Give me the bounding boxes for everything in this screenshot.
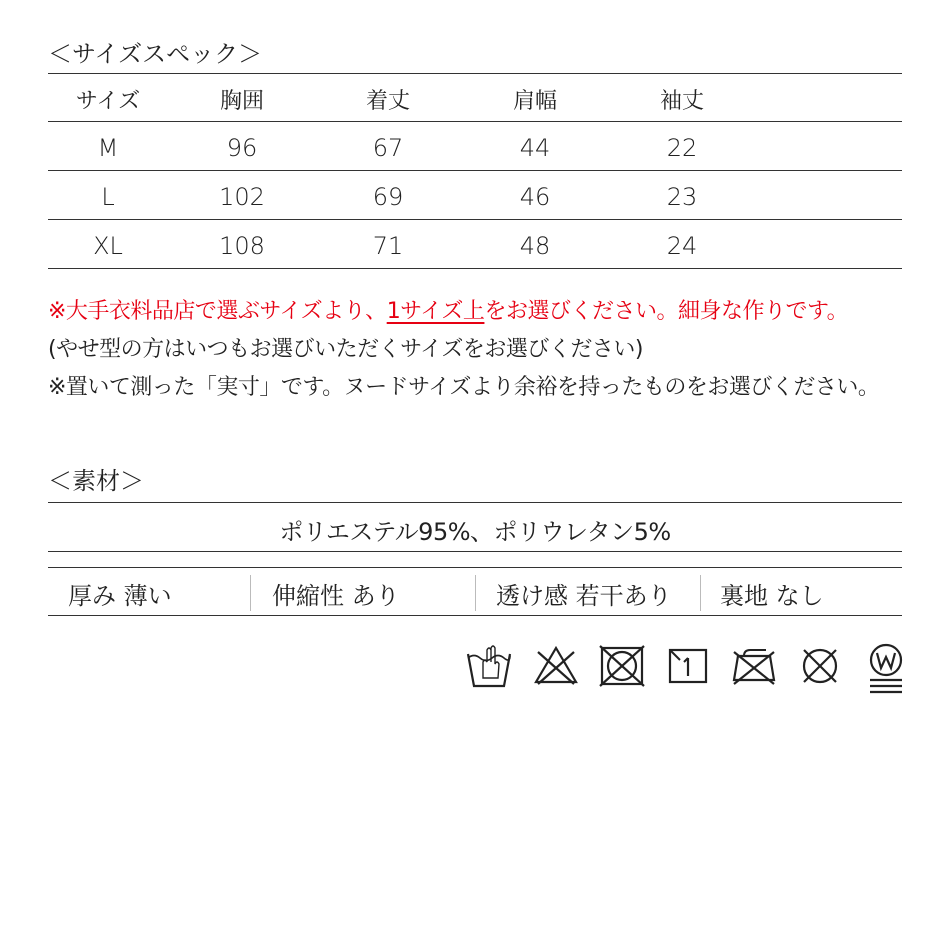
header-sleeve: 袖丈 — [659, 89, 704, 114]
table-rule — [48, 219, 902, 220]
row-xl-chest: 108 — [219, 232, 265, 260]
divider — [475, 575, 476, 611]
material-rule — [48, 551, 902, 552]
row-l-length: 69 — [372, 183, 404, 211]
row-l-chest: 102 — [219, 183, 265, 211]
row-xl-shoulder: 48 — [519, 232, 551, 260]
row-l-size: L — [101, 183, 115, 211]
properties-bottom-rule — [48, 615, 902, 616]
divider — [250, 575, 251, 611]
table-top-rule — [48, 73, 902, 74]
property-stretch: 伸縮性 あり — [272, 582, 400, 610]
property-sheerness: 透け感 若干あり — [496, 582, 672, 610]
note-text: をお選びください。細身な作りです。 — [484, 299, 849, 324]
table-rule — [48, 121, 902, 122]
measurement-note: ※置いて測った「実寸」です。ヌードサイズより余裕を持ったものをお選びください。 — [48, 375, 880, 400]
line-dry-shade-icon — [664, 640, 712, 694]
header-size: サイズ — [75, 89, 141, 114]
no-dry-clean-icon — [796, 640, 844, 694]
row-l-shoulder: 46 — [519, 183, 551, 211]
sizing-advice-note — [48, 294, 848, 325]
material-composition: ポリエステル95%、ポリウレタン5% — [279, 518, 671, 546]
note-emphasis: 1サイズ上 — [386, 299, 485, 324]
table-rule — [48, 170, 902, 171]
no-bleach-icon — [532, 640, 580, 694]
property-thickness: 厚み 薄い — [68, 582, 172, 610]
header-length: 着丈 — [365, 89, 410, 114]
row-l-sleeve: 23 — [666, 183, 698, 211]
slim-fit-note: (やせ型の方はいつもお選びいただくサイズをお選びください) — [48, 337, 643, 362]
note-text: ※大手衣料品店で選ぶサイズより、 — [48, 299, 387, 324]
header-shoulder: 肩幅 — [512, 89, 557, 114]
row-m-shoulder: 44 — [519, 134, 551, 162]
wet-clean-icon — [862, 640, 910, 694]
property-lining: 裏地 なし — [720, 582, 824, 610]
hand-wash-icon — [465, 640, 513, 694]
row-m-length: 67 — [372, 134, 404, 162]
no-iron-icon — [730, 640, 778, 694]
material-top-rule — [48, 502, 902, 503]
material-title: ＜素材＞ — [48, 467, 144, 495]
properties-top-rule — [48, 567, 902, 568]
row-xl-sleeve: 24 — [666, 232, 698, 260]
row-xl-size: XL — [93, 232, 123, 260]
header-chest: 胸囲 — [219, 89, 264, 114]
row-m-size: M — [97, 134, 119, 162]
row-m-sleeve: 22 — [666, 134, 698, 162]
table-bottom-rule — [48, 268, 902, 269]
size-spec-title: ＜サイズスペック＞ — [48, 40, 263, 68]
row-m-chest: 96 — [226, 134, 258, 162]
row-xl-length: 71 — [372, 232, 404, 260]
divider — [700, 575, 701, 611]
no-tumble-dry-icon — [598, 640, 646, 694]
